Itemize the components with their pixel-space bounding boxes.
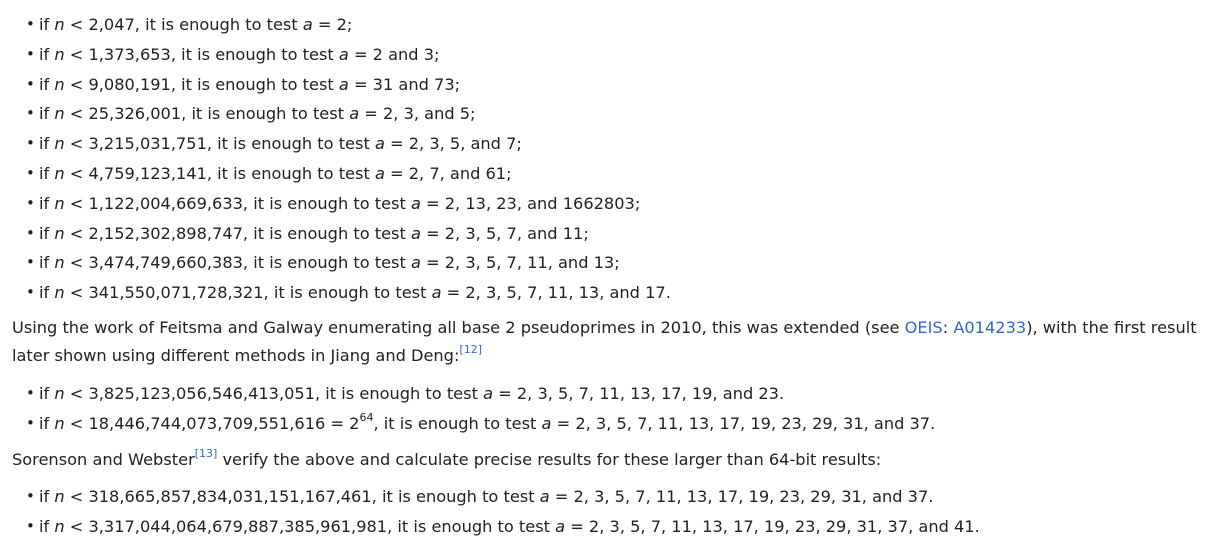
sequence-a014233-link[interactable]: A014233 <box>953 318 1027 337</box>
list-item: • if n < 341,550,071,728,321, it is enough to test a = 2, 3, 5, 7, 11, 13, and 17. <box>0 278 671 308</box>
variable-n: n <box>54 163 65 183</box>
variable-n: n <box>54 487 65 506</box>
variable-n: n <box>54 44 65 64</box>
variable-n: n <box>54 413 65 433</box>
variable-n: n <box>54 516 65 536</box>
variable-a: a <box>302 15 313 34</box>
bullet-icon: • <box>26 15 35 33</box>
list-item: • if $n < 18,446,744,073,709,551,616 = 2^{64}$, it is enough to test a = 2, 3, 5, 7, 11, 13, 17, 19, 23, 29, 31, and 37. <box>0 409 935 439</box>
variable-a: a <box>541 413 552 433</box>
variable-n: n <box>54 384 65 403</box>
bullet-icon: • <box>26 223 35 242</box>
bound-list-64bit <box>0 10 671 308</box>
bullet-icon: • <box>26 384 35 402</box>
bullet-icon: • <box>26 44 35 63</box>
bullet-icon: • <box>26 487 35 505</box>
variable-a: a <box>410 253 421 273</box>
bullet-icon: • <box>26 134 35 153</box>
variable-a: a <box>555 516 566 536</box>
bullet-icon: • <box>26 74 35 93</box>
variable-a: a <box>431 283 442 303</box>
list-item: • if n < 318,665,857,834,031,151,167,461, it is enough to test a = 2, 3, 5, 7, 11, 13, 17, 19, 23, 29, 31, and 37. <box>0 482 980 512</box>
bound-list-beyond-64bit <box>0 482 980 542</box>
variable-a: a <box>374 163 385 183</box>
oeis-link[interactable]: OEIS <box>904 318 943 337</box>
list-item: • if n < 2,152,302,898,747, it is enough to test a = 2, 3, 5, 7, and 11; <box>0 219 671 249</box>
list-item: • if n < 25,326,001, it is enough to test a = 2, 3, and 5; <box>0 99 671 129</box>
bullet-icon: • <box>26 253 35 272</box>
list-item: • if n < 1,122,004,669,633, it is enough to test a = 2, 13, 23, and 1662803; <box>0 189 671 219</box>
variable-a: a <box>374 134 385 154</box>
list-item: • if n < 3,215,031,751, it is enough to test a = 2, 3, 5, and 7; <box>0 129 671 159</box>
list-item: • if n < 4,759,123,141, it is enough to test a = 2, 7, and 61; <box>0 159 671 189</box>
bound-list-extended <box>0 379 935 439</box>
bullet-icon: • <box>26 163 35 182</box>
list-item: • if n < 3,825,123,056,546,413,051, it is enough to test a = 2, 3, 5, 7, 11, 13, 17, 19, and 23. <box>0 379 935 409</box>
variable-a: a <box>338 44 349 64</box>
list-item: • if n < 3,474,749,660,383, it is enough to test a = 2, 3, 5, 7, 11, and 13; <box>0 248 671 278</box>
paragraph-feitsma-galway: Using the work of Feitsma and Galway enumerating all base 2 pseudoprimes in 2010, this was extended (see OEIS: A014233), with the first result later shown using different methods in Jiang and Deng:[12] <box>12 318 1197 365</box>
variable-n: n <box>54 283 65 303</box>
exponent: 64 <box>359 410 374 424</box>
bullet-icon: • <box>26 516 35 535</box>
citation-13-link[interactable]: [13] <box>194 446 218 460</box>
variable-a: a <box>410 223 421 243</box>
variable-n: n <box>54 223 65 243</box>
variable-n: n <box>54 104 65 124</box>
variable-n: n <box>54 193 65 213</box>
list-item: • if n < 3,317,044,064,679,887,385,961,981, it is enough to test a = 2, 3, 5, 7, 11, 13, 17, 19, 23, 29, 31, 37, and 41. <box>0 512 980 542</box>
citation-12-link[interactable]: [12] <box>459 342 483 356</box>
variable-a: a <box>483 384 493 403</box>
variable-a: a <box>349 104 360 124</box>
variable-n: n <box>54 134 65 154</box>
variable-n: n <box>54 74 65 94</box>
variable-a: a <box>338 74 349 94</box>
bullet-icon: • <box>26 104 35 123</box>
variable-a: a <box>410 193 421 213</box>
variable-n: n <box>54 15 65 34</box>
list-item: • if n < 9,080,191, it is enough to test a = 31 and 73; <box>0 70 671 100</box>
bullet-icon: • <box>26 193 35 212</box>
variable-n: n <box>54 253 65 273</box>
paragraph-sorenson-webster: Sorenson and Webster[13] verify the above and calculate precise results for these larger than 64-bit results: <box>12 446 882 469</box>
bullet-icon: • <box>26 413 35 432</box>
bullet-icon: • <box>26 283 35 302</box>
variable-a: a <box>539 487 550 506</box>
list-item: • if n < 2,047, it is enough to test a = 2; <box>0 10 671 40</box>
list-item: • if n < 1,373,653, it is enough to test a = 2 and 3; <box>0 40 671 70</box>
